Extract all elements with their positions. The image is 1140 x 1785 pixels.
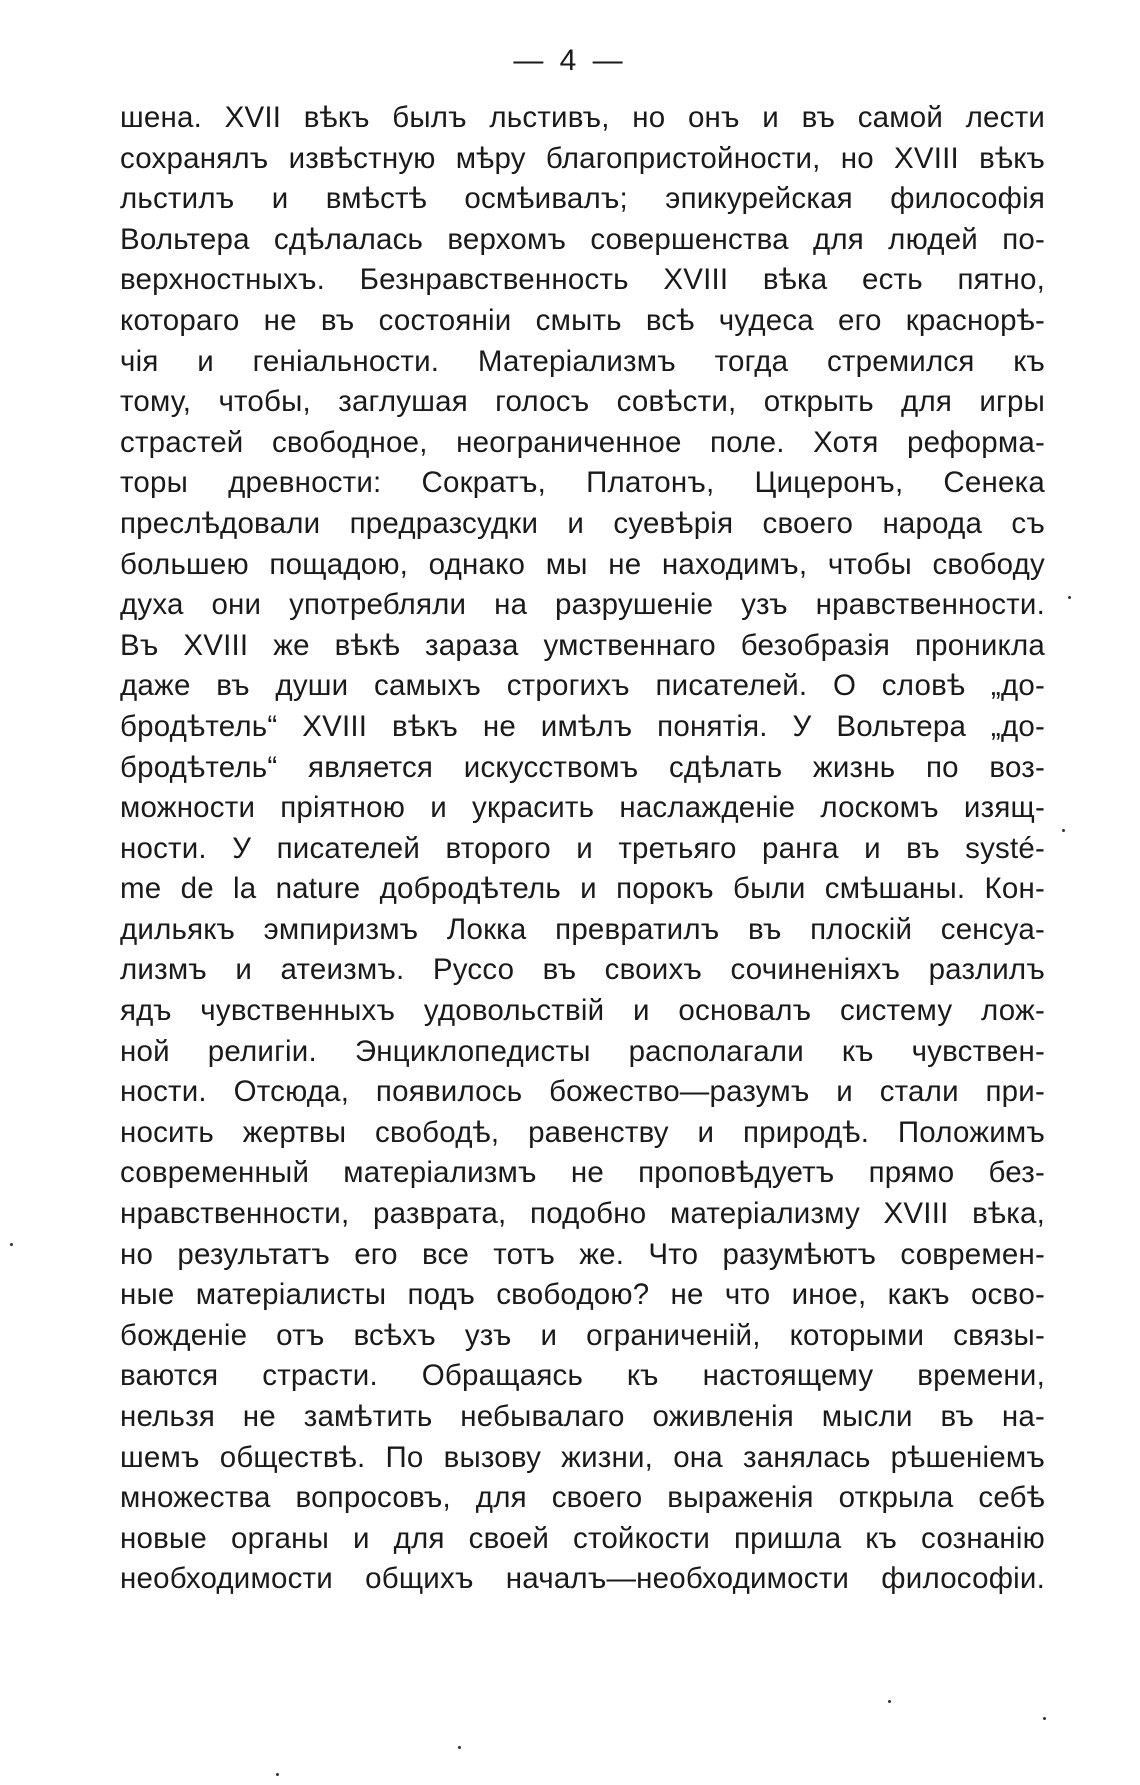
text-line: сохранялъ извѣстную мѣру благопристойности, но XVIII вѣкъ [120,141,1045,175]
body-text [120,98,1045,1600]
text-line: Въ XVIII же вѣкѣ зараза умственнаго безобразія проникла [120,628,1045,662]
text-line: божденіе отъ всѣхъ узъ и ограниченій, которыми связы- [120,1318,1045,1352]
text-line: страстей свободное, неограниченное поле. Хотя реформа- [120,425,1045,459]
text-line: шена. XVII вѣкъ былъ льстивъ, но онъ и въ самой лести [120,101,1045,134]
print-speck [1062,829,1065,832]
text-line: большею пощадою, однако мы не находимъ, чтобы свободу [120,547,1045,581]
text-line: носить жертвы свободѣ, равенству и природѣ. Положимъ [120,1115,1045,1149]
text-line: новые органы и для своей стойкости пришла къ сознанію [120,1521,1045,1555]
text-line: дильякъ эмпиризмъ Локка превратилъ въ плоскій сенсуа- [120,912,1045,946]
text-line: лизмъ и атеизмъ. Руссо въ своихъ сочиненіяхъ разлилъ [120,953,1045,987]
text-line: бродѣтель“ XVIII вѣкъ не имѣлъ понятія. У Вольтера „до- [120,709,1045,743]
text-line: необходимости общихъ началъ—необходимости философіи. [120,1562,1045,1596]
text-line: даже въ души самыхъ строгихъ писателей. О словѣ „до- [120,669,1045,703]
text-line: бродѣтель“ является искусствомъ сдѣлать жизнь по воз- [120,750,1045,784]
print-speck [458,1746,461,1749]
text-line: me de la nature добродѣтель и порокъ были смѣшаны. Кон- [120,872,1045,906]
print-speck [1068,596,1071,599]
text-line: верхностныхъ. Безнравственность XVIII вѣка есть пятно, [120,263,1045,297]
text-line: преслѣдовали предразсудки и суевѣрія своего народа съ [120,506,1045,540]
page-number: — 4 — [513,44,627,77]
text-line: духа они употребляли на разрушеніе узъ нравственности. [120,588,1045,622]
text-line: но результатъ его все тотъ же. Что разумѣютъ современ- [120,1237,1045,1271]
text-line: множества вопросовъ, для своего выраженія открыла себѣ [120,1481,1045,1515]
text-line: нравственности, разврата, подобно матеріализму XVIII вѣка, [120,1197,1045,1231]
text-line: ности. У писателей второго и третьяго ранга и въ systé- [120,831,1045,865]
text-line: чія и геніальности. Матеріализмъ тогда стремился къ [120,344,1045,378]
text-line: тому, чтобы, заглушая голосъ совѣсти, открыть для игры [120,385,1045,419]
text-line: ные матеріалисты подъ свободою? не что иное, какъ освo- [120,1278,1045,1312]
text-line: Вольтера сдѣлалась верхомъ совершенства для людей по- [120,222,1045,256]
text-line: ной религіи. Энциклопедисты располагали къ чувствен- [120,1034,1045,1068]
text-line: нельзя не замѣтить небывалаго оживленія мысли въ на- [120,1400,1045,1433]
text-line: современный матеріализмъ не проповѣдуетъ прямо без- [120,1156,1045,1190]
text-line: шемъ обществѣ. По вызову жизни, она занялась рѣшеніемъ [120,1440,1045,1474]
text-line: ядъ чувственныхъ удовольствій и основалъ систему лож- [120,994,1045,1028]
print-speck [888,1700,891,1703]
text-line: котораго не въ состояніи смыть всѣ чудеса его краснорѣ- [120,303,1045,337]
text-line: торы древности: Сократъ, Платонъ, Цицеронъ, Сенека [120,466,1045,500]
text-line: можности пріятною и украсить наслажденіе лоскомъ изящ- [120,791,1045,825]
print-speck [10,1243,13,1246]
print-speck [276,1773,279,1776]
text-line: ваются страсти. Обращаясь къ настоящему времени, [120,1359,1045,1393]
print-speck [1043,1717,1046,1720]
text-line: ности. Отсюда, появилось божество—разумъ и стали при- [120,1075,1045,1109]
text-line: льстилъ и вмѣстѣ осмѣивалъ; эпикурейская философія [120,182,1045,216]
